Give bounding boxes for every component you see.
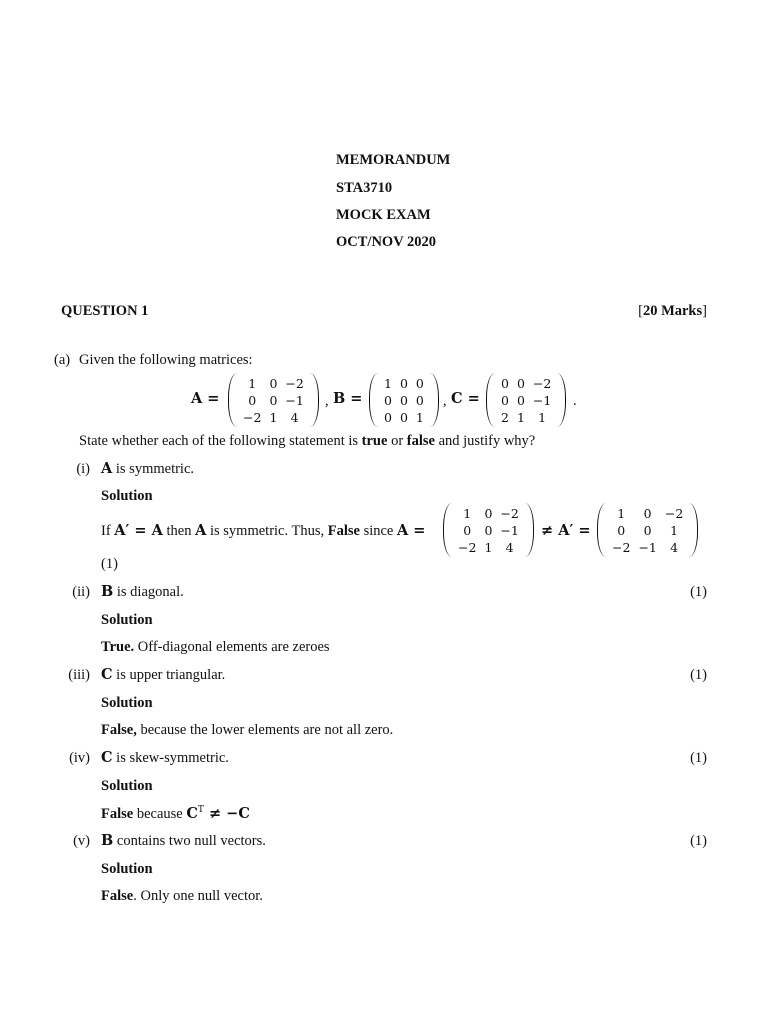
course-code: STA3710 [336, 180, 393, 196]
matrix-row [454, 539, 523, 556]
matrix-a-table [239, 375, 308, 426]
item-i-solution-heading: Solution [101, 488, 153, 504]
matrix-a [228, 373, 319, 427]
matrix-row [454, 522, 523, 539]
matrix-row [454, 505, 523, 522]
item-iii-text: C is upper triangular. [101, 666, 226, 683]
matrix-cell: 0 [643, 505, 652, 521]
part-a-intro: Given the following matrices: [79, 352, 253, 368]
matrix-cell: −1 [500, 522, 519, 538]
matrix-cell: −1 [285, 392, 304, 408]
solution-i-matrix-aprime [597, 503, 698, 557]
matrix-cell: 0 [516, 392, 525, 408]
memo-title: MEMORANDUM [336, 152, 451, 168]
matrix-cell: 0 [415, 375, 424, 391]
item-iv-solution-heading: Solution [101, 778, 153, 794]
matrix-cell: 4 [670, 539, 679, 555]
item-iv-label: (iv) [69, 750, 90, 766]
item-ii-solution-heading: Solution [101, 612, 153, 628]
matrix-cell: 0 [399, 375, 408, 391]
matrix-cell: 0 [384, 409, 392, 425]
matrix-row [239, 392, 308, 409]
marks-bracket-open: [ [638, 303, 643, 319]
matrix-row [608, 539, 687, 556]
matrix-row [239, 375, 308, 392]
item-iv-text: C is skew-symmetric. [101, 749, 229, 766]
matrix-cell: 4 [290, 409, 299, 425]
item-v-marks: (1) [690, 833, 707, 849]
exam-period: OCT/NOV 2020 [336, 234, 437, 250]
item-v-answer: False. Only one null vector. [101, 888, 263, 904]
matrix-cell: 0 [643, 522, 652, 538]
matrix-cell: 0 [484, 505, 493, 521]
matrix-row [239, 409, 308, 426]
matrix-cell: −1 [532, 392, 552, 408]
item-iv-answer: False because $C^T \ne -C$ [101, 804, 250, 822]
matrix-cell: 0 [501, 375, 509, 391]
matrix-row [380, 409, 428, 426]
word-true: true [361, 433, 388, 449]
matrix-cell: 1 [617, 505, 626, 521]
sep-1: , [325, 393, 329, 409]
item-ii-label: (ii) [72, 584, 90, 600]
sep-2: , [443, 393, 447, 409]
matrix-cell: 0 [399, 409, 408, 425]
item-iii-answer: False, because the lower elements are not all zero. [101, 722, 394, 738]
solution-i-matrix-aprime-table [608, 505, 687, 556]
matrix-cell: 0 [501, 392, 509, 408]
matrix-row [380, 375, 428, 392]
matrix-cell: −2 [612, 539, 631, 555]
matrix-cell: 1 [463, 505, 472, 521]
matrix-row [497, 375, 555, 392]
question-marks [638, 304, 707, 319]
item-v-solution-heading: Solution [101, 861, 153, 877]
item-v-text: B contains two null vectors. [101, 832, 266, 849]
item-i-label: (i) [76, 461, 90, 477]
matrix-cell: 0 [399, 392, 408, 408]
matrix-c [486, 373, 566, 427]
matrix-b-table [380, 375, 428, 426]
item-iii-marks: (1) [690, 667, 707, 683]
matrix-cell: 1 [538, 409, 547, 425]
matrix-cell: −2 [532, 375, 552, 391]
item-ii-marks: (1) [690, 584, 707, 600]
matrix-cell: 2 [501, 409, 509, 425]
solution-i-neq: ≠ A′ = [541, 522, 591, 539]
matrix-cell: −1 [638, 539, 657, 555]
matrix-cell: 0 [617, 522, 626, 538]
item-iii-label: (iii) [68, 667, 90, 683]
matrix-cell: 1 [248, 375, 257, 391]
item-i-text: A is symmetric. [101, 460, 195, 477]
matrix-cell: 1 [516, 409, 525, 425]
matrix-cell: 0 [269, 392, 278, 408]
marks-bracket-close: ] [702, 303, 707, 319]
question-title: QUESTION 1 [61, 303, 149, 319]
matrix-cell: 0 [463, 522, 472, 538]
matrix-cell: 0 [384, 392, 392, 408]
matrix-cell: −2 [500, 505, 519, 521]
item-i-marks: (1) [101, 556, 118, 572]
matrix-cell: 0 [269, 375, 278, 391]
solution-i-matrix-a [443, 503, 534, 557]
word-false: false [406, 433, 435, 449]
matrix-row [608, 505, 687, 522]
solution-i-matrix-a-table [454, 505, 523, 556]
matrix-cell: −2 [285, 375, 304, 391]
matrices-end-dot: . [573, 393, 577, 409]
matrix-cell: −2 [243, 409, 262, 425]
item-iii-solution-heading: Solution [101, 695, 153, 711]
matrix-cell: 0 [516, 375, 525, 391]
matrix-b [369, 373, 439, 427]
item-ii-text: B is diagonal. [101, 583, 184, 600]
part-a-label: (a) [54, 352, 71, 368]
item-i-solution-text: If A′ = A then A is symmetric. Thus, False since A = [101, 522, 426, 539]
matrix-row [497, 409, 555, 426]
matrix-row [608, 522, 687, 539]
matrix-cell: 0 [415, 392, 424, 408]
matrix-c-table [497, 375, 555, 426]
matrix-cell: −2 [664, 505, 684, 521]
part-a-statement: State whether each of the following statement is true or false and justify why? [79, 433, 536, 449]
matrix-cell: −2 [458, 539, 477, 555]
item-iv-marks: (1) [690, 750, 707, 766]
matrix-row [497, 392, 555, 409]
matrix-cell: 1 [670, 522, 679, 538]
matrix-c-label: C = [451, 390, 480, 407]
item-ii-answer: True. Off-diagonal elements are zeroes [101, 639, 330, 655]
exam-type: MOCK EXAM [336, 207, 431, 223]
matrix-cell: 1 [384, 375, 392, 391]
matrix-cell: 1 [484, 539, 493, 555]
item-v-label: (v) [73, 833, 90, 849]
matrix-cell: 1 [415, 409, 424, 425]
matrix-cell: 0 [484, 522, 493, 538]
matrix-row [380, 392, 428, 409]
marks-value: 20 Marks [642, 303, 703, 319]
matrix-cell: 1 [269, 409, 278, 425]
matrix-b-label: B = [333, 390, 363, 407]
matrix-cell: 0 [248, 392, 257, 408]
matrix-a-label: A = [191, 390, 220, 407]
matrix-cell: 4 [505, 539, 514, 555]
